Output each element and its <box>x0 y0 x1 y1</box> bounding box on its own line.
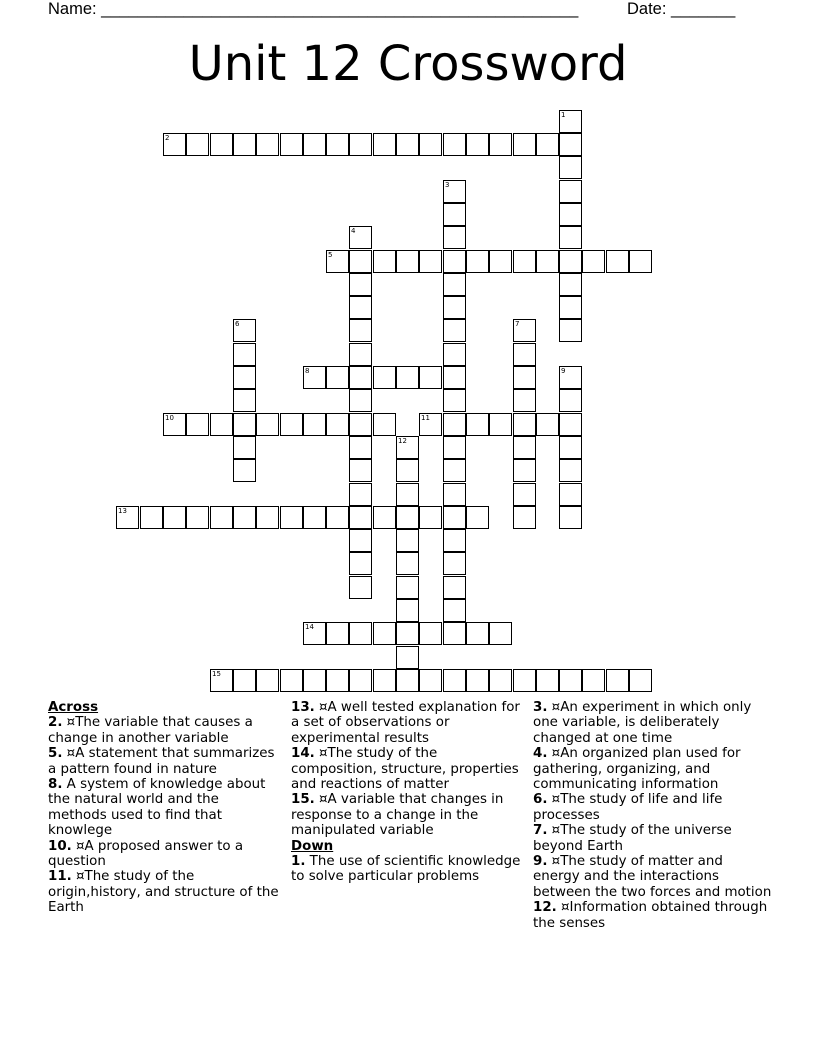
grid-cell[interactable] <box>606 250 629 273</box>
grid-cell[interactable] <box>303 413 326 436</box>
grid-cell[interactable] <box>443 273 466 296</box>
grid-cell[interactable] <box>349 436 372 459</box>
clue-number: 4 <box>351 227 356 235</box>
grid-cell[interactable] <box>210 413 233 436</box>
grid-cell[interactable] <box>349 296 372 319</box>
grid-cell[interactable] <box>536 133 559 156</box>
grid-cell[interactable] <box>419 133 442 156</box>
grid-cell[interactable] <box>163 133 186 156</box>
grid-cell[interactable] <box>256 413 279 436</box>
grid-cell[interactable] <box>233 343 256 366</box>
clue-across-8: 8. A system of knowledge about the natural world and the methods used to find that knowlege <box>48 777 266 839</box>
grid-cell[interactable] <box>256 669 279 692</box>
grid-cell[interactable] <box>443 483 466 506</box>
grid-cell[interactable] <box>186 133 209 156</box>
grid-cell[interactable] <box>373 413 396 436</box>
grid-cell[interactable] <box>443 366 466 389</box>
grid-cell[interactable] <box>256 133 279 156</box>
grid-cell[interactable] <box>513 436 536 459</box>
clue-number: 3 <box>445 181 450 189</box>
grid-cell[interactable] <box>396 552 419 575</box>
clue-down-3: 3. ¤An experiment in which only one variable, is deliberately changed at one time <box>533 700 752 746</box>
grid-cell[interactable] <box>443 203 466 226</box>
grid-cell[interactable] <box>396 436 419 459</box>
grid-cell[interactable] <box>559 389 582 412</box>
grid-cell[interactable] <box>210 669 233 692</box>
grid-cell[interactable] <box>349 506 372 529</box>
grid-cell[interactable] <box>396 669 419 692</box>
grid-cell[interactable] <box>443 552 466 575</box>
grid-cell[interactable] <box>349 669 372 692</box>
grid-cell[interactable] <box>210 133 233 156</box>
grid-cell[interactable] <box>349 622 372 645</box>
grid-cell[interactable] <box>163 413 186 436</box>
grid-cell[interactable] <box>233 506 256 529</box>
clue-across-2: 2. ¤The variable that causes a change in another variable <box>48 715 253 746</box>
grid-cell[interactable] <box>443 506 466 529</box>
grid-cell[interactable] <box>513 343 536 366</box>
grid-cell[interactable] <box>559 273 582 296</box>
clue-number: 1 <box>561 111 566 119</box>
grid-cell[interactable] <box>140 506 163 529</box>
down-heading: Down <box>291 838 334 854</box>
grid-cell[interactable] <box>326 366 349 389</box>
clue-down-6: 6. ¤The study of life and life processes <box>533 792 723 823</box>
grid-cell[interactable] <box>396 576 419 599</box>
grid-cell[interactable] <box>233 436 256 459</box>
clue-number: 12 <box>398 437 407 445</box>
grid-cell[interactable] <box>443 529 466 552</box>
clue-number: 5 <box>328 251 333 259</box>
grid-cell[interactable] <box>116 506 139 529</box>
grid-cell[interactable] <box>559 506 582 529</box>
grid-cell[interactable] <box>349 133 372 156</box>
grid-cell[interactable] <box>443 250 466 273</box>
grid-cell[interactable] <box>349 250 372 273</box>
grid-cell[interactable] <box>443 133 466 156</box>
grid-cell[interactable] <box>373 133 396 156</box>
clues-column-2 <box>291 700 523 885</box>
grid-cell[interactable] <box>280 669 303 692</box>
grid-cell[interactable] <box>513 366 536 389</box>
grid-cell[interactable] <box>396 622 419 645</box>
date-field-label: Date: _______ <box>627 0 736 18</box>
grid-cell[interactable] <box>233 669 256 692</box>
grid-cell[interactable] <box>559 459 582 482</box>
clue-number: 2 <box>165 134 170 142</box>
grid-cell[interactable] <box>536 413 559 436</box>
grid-cell[interactable] <box>443 413 466 436</box>
grid-cell[interactable] <box>559 436 582 459</box>
clue-down-7: 7. ¤The study of the universe beyond Earth <box>533 823 732 854</box>
grid-cell[interactable] <box>396 133 419 156</box>
grid-cell[interactable] <box>629 669 652 692</box>
grid-cell[interactable] <box>443 436 466 459</box>
grid-cell[interactable] <box>443 576 466 599</box>
grid-cell[interactable] <box>326 250 349 273</box>
grid-cell[interactable] <box>513 506 536 529</box>
grid-cell[interactable] <box>280 413 303 436</box>
clue-number: 13 <box>118 507 127 515</box>
grid-cell[interactable] <box>443 343 466 366</box>
grid-cell[interactable] <box>466 133 489 156</box>
grid-cell[interactable] <box>559 110 582 133</box>
grid-cell[interactable] <box>419 413 442 436</box>
grid-cell[interactable] <box>489 413 512 436</box>
grid-cell[interactable] <box>629 250 652 273</box>
clue-across-11: 11. ¤The study of the origin,history, and structure of the Earth <box>48 869 279 916</box>
grid-cell[interactable] <box>303 133 326 156</box>
clue-down-1: 1. The use of scientific knowledge to solve particular problems <box>291 854 521 885</box>
clue-number: 6 <box>235 320 240 328</box>
grid-cell[interactable] <box>373 506 396 529</box>
grid-cell[interactable] <box>233 459 256 482</box>
grid-cell[interactable] <box>559 156 582 179</box>
grid-cell[interactable] <box>513 483 536 506</box>
grid-cell[interactable] <box>349 389 372 412</box>
page-title: Unit 12 Crossword <box>188 36 628 92</box>
grid-cell[interactable] <box>396 646 419 669</box>
clue-number: 7 <box>515 320 520 328</box>
grid-cell[interactable] <box>349 319 372 342</box>
grid-cell[interactable] <box>349 413 372 436</box>
grid-cell[interactable] <box>443 180 466 203</box>
grid-cell[interactable] <box>466 506 489 529</box>
grid-cell[interactable] <box>559 413 582 436</box>
name-field-label: Name: ____________________________________________________ <box>48 0 579 18</box>
grid-cell[interactable] <box>419 669 442 692</box>
grid-cell[interactable] <box>303 506 326 529</box>
grid-cell[interactable] <box>559 226 582 249</box>
grid-cell[interactable] <box>373 366 396 389</box>
grid-cell[interactable] <box>466 250 489 273</box>
grid-cell[interactable] <box>349 529 372 552</box>
grid-cell[interactable] <box>233 366 256 389</box>
grid-cell[interactable] <box>233 413 256 436</box>
grid-cell[interactable] <box>443 226 466 249</box>
grid-cell[interactable] <box>303 622 326 645</box>
grid-cell[interactable] <box>210 506 233 529</box>
grid-cell[interactable] <box>373 669 396 692</box>
clue-number: 10 <box>165 414 174 422</box>
grid-cell[interactable] <box>233 319 256 342</box>
grid-cell[interactable] <box>489 622 512 645</box>
grid-cell[interactable] <box>489 250 512 273</box>
clue-across-10: 10. ¤A proposed answer to a question <box>48 838 244 870</box>
grid-cell[interactable] <box>559 669 582 692</box>
grid-cell[interactable] <box>443 389 466 412</box>
grid-cell[interactable] <box>233 133 256 156</box>
grid-cell[interactable] <box>163 506 186 529</box>
grid-cell[interactable] <box>396 366 419 389</box>
clues-column-3 <box>533 700 773 931</box>
grid-cell[interactable] <box>559 250 582 273</box>
grid-cell[interactable] <box>606 669 629 692</box>
grid-cell[interactable] <box>256 506 279 529</box>
clue-across-5: 5. ¤A statement that summarizes a pattern found in nature <box>48 746 275 777</box>
grid-cell[interactable] <box>443 459 466 482</box>
grid-cell[interactable] <box>396 250 419 273</box>
grid-cell[interactable] <box>513 319 536 342</box>
grid-cell[interactable] <box>443 669 466 692</box>
grid-cell[interactable] <box>443 319 466 342</box>
grid-cell[interactable] <box>186 413 209 436</box>
grid-cell[interactable] <box>349 273 372 296</box>
grid-cell[interactable] <box>349 576 372 599</box>
grid-cell[interactable] <box>396 483 419 506</box>
clue-down-9: 9. ¤The study of matter and energy and the interactions between the two forces and motion <box>533 854 772 900</box>
grid-cell[interactable] <box>559 366 582 389</box>
grid-cell[interactable] <box>349 552 372 575</box>
grid-cell[interactable] <box>326 133 349 156</box>
grid-cell[interactable] <box>443 599 466 622</box>
grid-cell[interactable] <box>513 413 536 436</box>
clue-across-14: 14. ¤The study of the composition, structure, properties and reactions of matter <box>291 746 519 793</box>
clue-across-15: 15. ¤A variable that changes in response to a change in the manipulated variable <box>291 792 504 839</box>
grid-cell[interactable] <box>466 669 489 692</box>
grid-cell[interactable] <box>559 180 582 203</box>
grid-cell[interactable] <box>303 366 326 389</box>
grid-cell[interactable] <box>559 319 582 342</box>
grid-cell[interactable] <box>396 529 419 552</box>
grid-cell[interactable] <box>443 296 466 319</box>
grid-cell[interactable] <box>326 622 349 645</box>
grid-cell[interactable] <box>513 459 536 482</box>
grid-cell[interactable] <box>186 506 209 529</box>
grid-cell[interactable] <box>559 483 582 506</box>
grid-cell[interactable] <box>489 669 512 692</box>
clue-number: 9 <box>561 367 566 375</box>
grid-cell[interactable] <box>326 669 349 692</box>
grid-cell[interactable] <box>489 133 512 156</box>
grid-cell[interactable] <box>419 250 442 273</box>
clue-number: 15 <box>212 670 221 678</box>
grid-cell[interactable] <box>349 226 372 249</box>
grid-cell[interactable] <box>513 669 536 692</box>
grid-cell[interactable] <box>513 133 536 156</box>
clue-down-4: 4. ¤An organized plan used for gathering, organizing, and communicating information <box>533 746 741 793</box>
grid-cell[interactable] <box>349 483 372 506</box>
grid-cell[interactable] <box>582 669 605 692</box>
grid-cell[interactable] <box>280 133 303 156</box>
grid-cell[interactable] <box>419 506 442 529</box>
clue-number: 8 <box>305 367 310 375</box>
grid-cell[interactable] <box>559 133 582 156</box>
grid-cell[interactable] <box>396 459 419 482</box>
grid-cell[interactable] <box>536 669 559 692</box>
grid-cell[interactable] <box>582 250 605 273</box>
grid-cell[interactable] <box>559 203 582 226</box>
grid-cell[interactable] <box>373 250 396 273</box>
grid-cell[interactable] <box>396 506 419 529</box>
grid-cell[interactable] <box>349 366 372 389</box>
grid-cell[interactable] <box>349 343 372 366</box>
grid-cell[interactable] <box>419 366 442 389</box>
grid-cell[interactable] <box>396 599 419 622</box>
grid-cell[interactable] <box>326 506 349 529</box>
grid-cell[interactable] <box>233 389 256 412</box>
clue-number: 11 <box>421 414 430 422</box>
grid-cell[interactable] <box>443 622 466 645</box>
grid-cell[interactable] <box>280 506 303 529</box>
grid-cell[interactable] <box>373 622 396 645</box>
grid-cell[interactable] <box>513 389 536 412</box>
grid-cell[interactable] <box>513 250 536 273</box>
clue-number: 14 <box>305 623 314 631</box>
grid-cell[interactable] <box>466 622 489 645</box>
clue-down-12: 12. ¤Information obtained through the senses <box>533 900 768 931</box>
grid-cell[interactable] <box>559 296 582 319</box>
clues-column-1 <box>48 700 280 916</box>
across-heading: Across <box>48 700 99 715</box>
grid-cell[interactable] <box>419 622 442 645</box>
clue-across-13: 13. ¤A well tested explanation for a set of observations or experimental results <box>291 700 520 746</box>
grid-cell[interactable] <box>349 459 372 482</box>
grid-cell[interactable] <box>326 413 349 436</box>
grid-cell[interactable] <box>536 250 559 273</box>
grid-cell[interactable] <box>303 669 326 692</box>
grid-cell[interactable] <box>466 413 489 436</box>
